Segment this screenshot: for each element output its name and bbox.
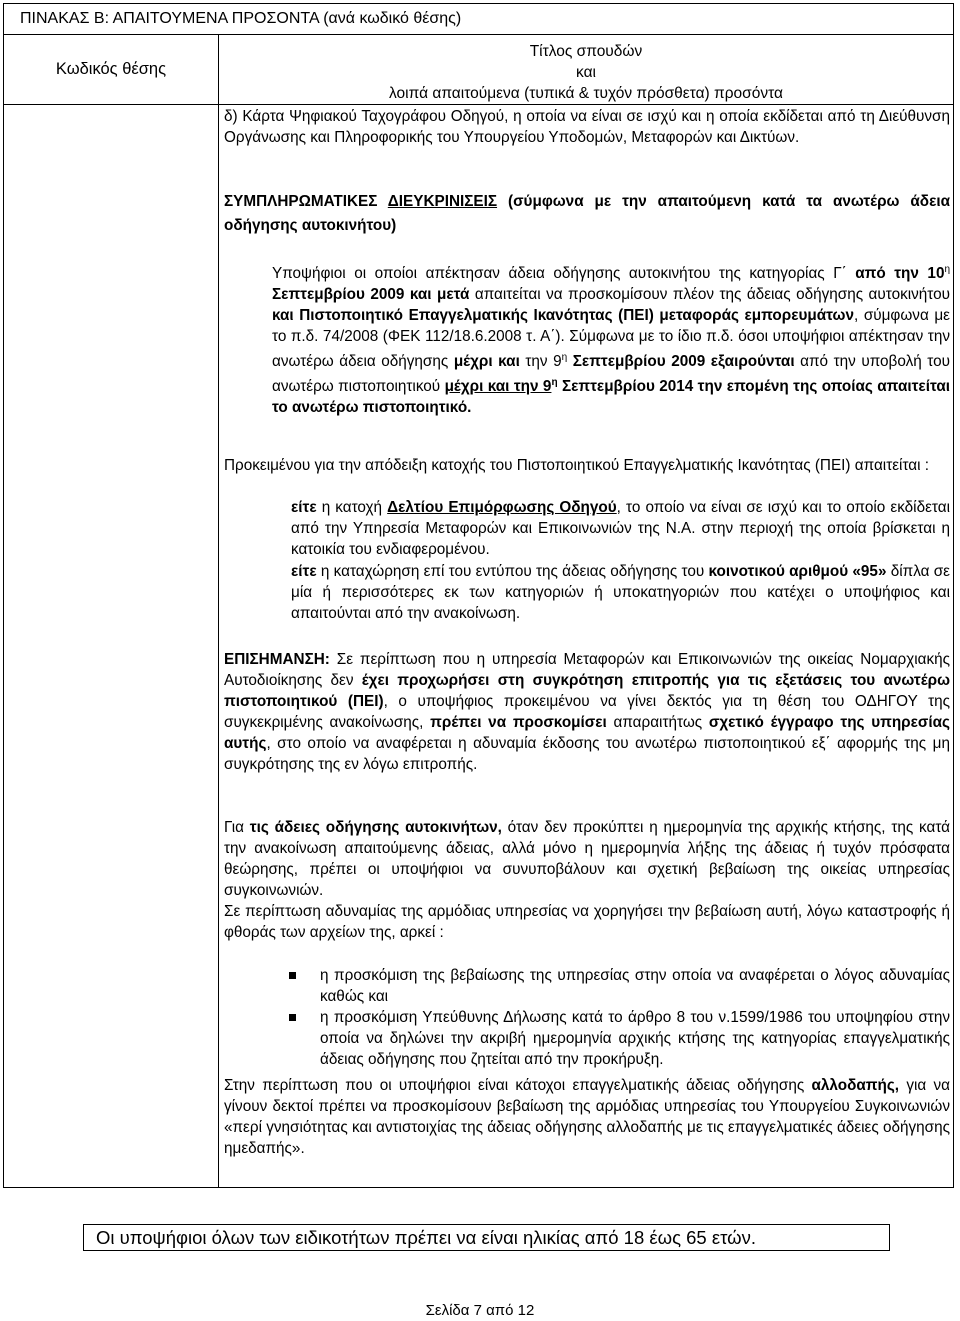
pei-requirement-paragraph: Υποψήφιοι οι οποίοι απέκτησαν άδεια οδήγησης αυτοκινήτου της κατηγορίας Γ΄ από την $10^\eta$ Σεπτεμβρίου 2009 και μετά απαιτείται να προσκομίσουν πλέον της άδειας οδήγησης αυτοκινήτου και Πιστοποιητικό Επαγγελματικής Ικανότητας (ΠΕΙ) μεταφοράς εμπορευμάτων, σύμφωνα με το π.δ. 74/2008 (ΦΕΚ 112/18.6.2008 τ. Α΄). Σύμφωνα με το ίδιο π.δ. όσοι υποψήφιοι απέκτησαν την ανωτέρω άδεια οδήγησης μέχρι και την $9^\eta$ Σεπτεμβρίου 2009 εξαιρούνται από την υποβολή του ανωτέρω πιστοποιητικού μέχρι και την $9^\eta$ Σεπτεμβρίου 2014 την επομένη της οποίας απαιτείται το ανωτέρω πιστοποιητικό.	[272, 264, 951, 417]
page-number: Σελίδα 7 από 12	[425, 1302, 535, 1319]
position-code-header: Κωδικός θέσης	[4, 35, 219, 105]
licenses-paragraph: Για τις άδειες οδήγησης αυτοκινήτων, όταν δεν προκύπτει η ημερομηνία της αρχικής κτήσης, της κατά την ανακοίνωση απαιτούμενης άδειας, αλλά μόνο η ημερομηνία λήξης της άδειας ή τυχόν πρόσφατα θεώρησης, πρέπει οι υποψήφιοι να συνυποβάλουν και σχετική βεβαίωση της οικείας υπηρεσίας συγκοινωνιών.	[224, 819, 951, 899]
pei-proof-paragraph: Προκειμένου για την απόδειξη κατοχής του Πιστοποιητικού Επαγγελματικής Ικανότητας (ΠΕΙ) απαιτείται :	[224, 457, 930, 474]
qualifications-header: Τίτλος σπουδών και λοιπά απαιτούμενα (τυπικά & τυχόν πρόσθετα) προσόντα	[219, 35, 954, 105]
table-title: ΠΙΝΑΚΑΣ Β: ΑΠΑΙΤΟΥΜΕΝΑ ΠΡΟΣΟΝΤΑ (ανά κωδικό θέσης)	[4, 4, 954, 35]
bullet-item-2: η προσκόμιση Υπεύθυνης Δήλωσης κατά το άρθρο 8 του ν.1599/1986 του υποψηφίου στην οποία να δηλώνει την ακριβή ημερομηνία αρχικής κτήσης της κατηγορίας επαγγελματικής άδειας οδήγησης που ζητείται από την προκήρυξη.	[320, 1009, 950, 1068]
bullet-marker-2	[289, 1014, 296, 1021]
supplementary-heading: ΣΥΜΠΛΗΡΩΜΑΤΙΚΕΣ ΔΙΕΥΚΡΙΝΙΣΕΙΣ (σύμφωνα με την απαιτούμενη κατά τα ανωτέρω άδεια οδήγησης αυτοκινήτου)	[224, 193, 950, 234]
bullet-item-1: η προσκόμιση της βεβαίωσης της υπηρεσίας στην οποία να αναφέρεται ο λόγος αδυναμίας καθώς και	[320, 967, 950, 1005]
either-option-2: είτε η καταχώρηση επί του εντύπου της άδειας οδήγησης του κοινοτικού αριθμού «95» δίπλα σε μία ή περισσότερες εκ των κατηγοριών ή υποκατηγοριών που κατέχει ο υποψήφιος και απαιτούνται από την ανακοίνωση.	[291, 563, 950, 622]
inability-paragraph: Σε περίπτωση αδυναμίας της αρμόδιας υπηρεσίας να χορηγήσει την βεβαίωση αυτή, λόγω καταστροφής ή φθοράς των αρχείων της, αρκεί :	[224, 903, 950, 941]
age-requirement-box: Οι υποψήφιοι όλων των ειδικοτήτων πρέπει να είναι ηλικίας από 18 έως 65 ετών.	[83, 1224, 890, 1251]
position-code-cell	[4, 105, 219, 1188]
either-option-1: είτε η κατοχή Δελτίου Επιμόρφωσης Οδηγού, το οποίο να είναι σε ισχύ και το οποίο εκδίδεται από την Υπηρεσία Μεταφορών και Επικοινωνιών της Ν.Α. στην περιοχή της οποία βρίσκεται η κατοικία του ενδιαφερομένου.	[291, 499, 950, 558]
bullet-marker-1	[289, 972, 296, 979]
item-d: δ) Κάρτα Ψηφιακού Ταχογράφου Οδηγού, η οποία να είναι σε ισχύ και η οποία εκδίδεται από τη Διεύθυνση Οργάνωσης και Πληροφορικής του Υπουργείου Υποδομών, Μεταφορών και Δικτύων.	[224, 108, 950, 146]
foreign-license-paragraph: Στην περίπτωση που οι υποψήφιοι είναι κάτοχοι επαγγελματικής άδειας οδήγησης αλλοδαπής, για να γίνουν δεκτοί πρέπει να προσκομίσουν βεβαίωση της αρμόδιας υπηρεσίας του Υπουργείου Συγκοινωνιών «περί γνησιότητας και αντιστοιχίας της άδειας οδήγησης αλλοδαπής με τις επαγγελματικές άδειες οδήγησης ημεδαπής».	[224, 1077, 950, 1157]
note-paragraph: ΕΠΙΣΗΜΑΝΣΗ: Σε περίπτωση που η υπηρεσία Μεταφορών και Επικοινωνιών της οικείας Νομαρχιακής Αυτοδιοίκησης δεν έχει προχωρήσει στη συγκρότηση επιτροπής για τις εξετάσεις του ανωτέρω πιστοποιητικού (ΠΕΙ), ο υποψήφιος προκειμένου να γίνει δεκτός για τη θέση του ΟΔΗΓΟΥ της συγκεκριμένης ανακοίνωσης, πρέπει να προσκομίσει απαραιτήτως σχετικό έγγραφο της υπηρεσίας αυτής, στο οποίο να αναφέρεται η αδυναμία έκδοσης του ανωτέρω πιστοποιητικού εξ΄ αφορμής της μη συγκρότησης της εν λόγω επιτροπής.	[224, 651, 951, 773]
